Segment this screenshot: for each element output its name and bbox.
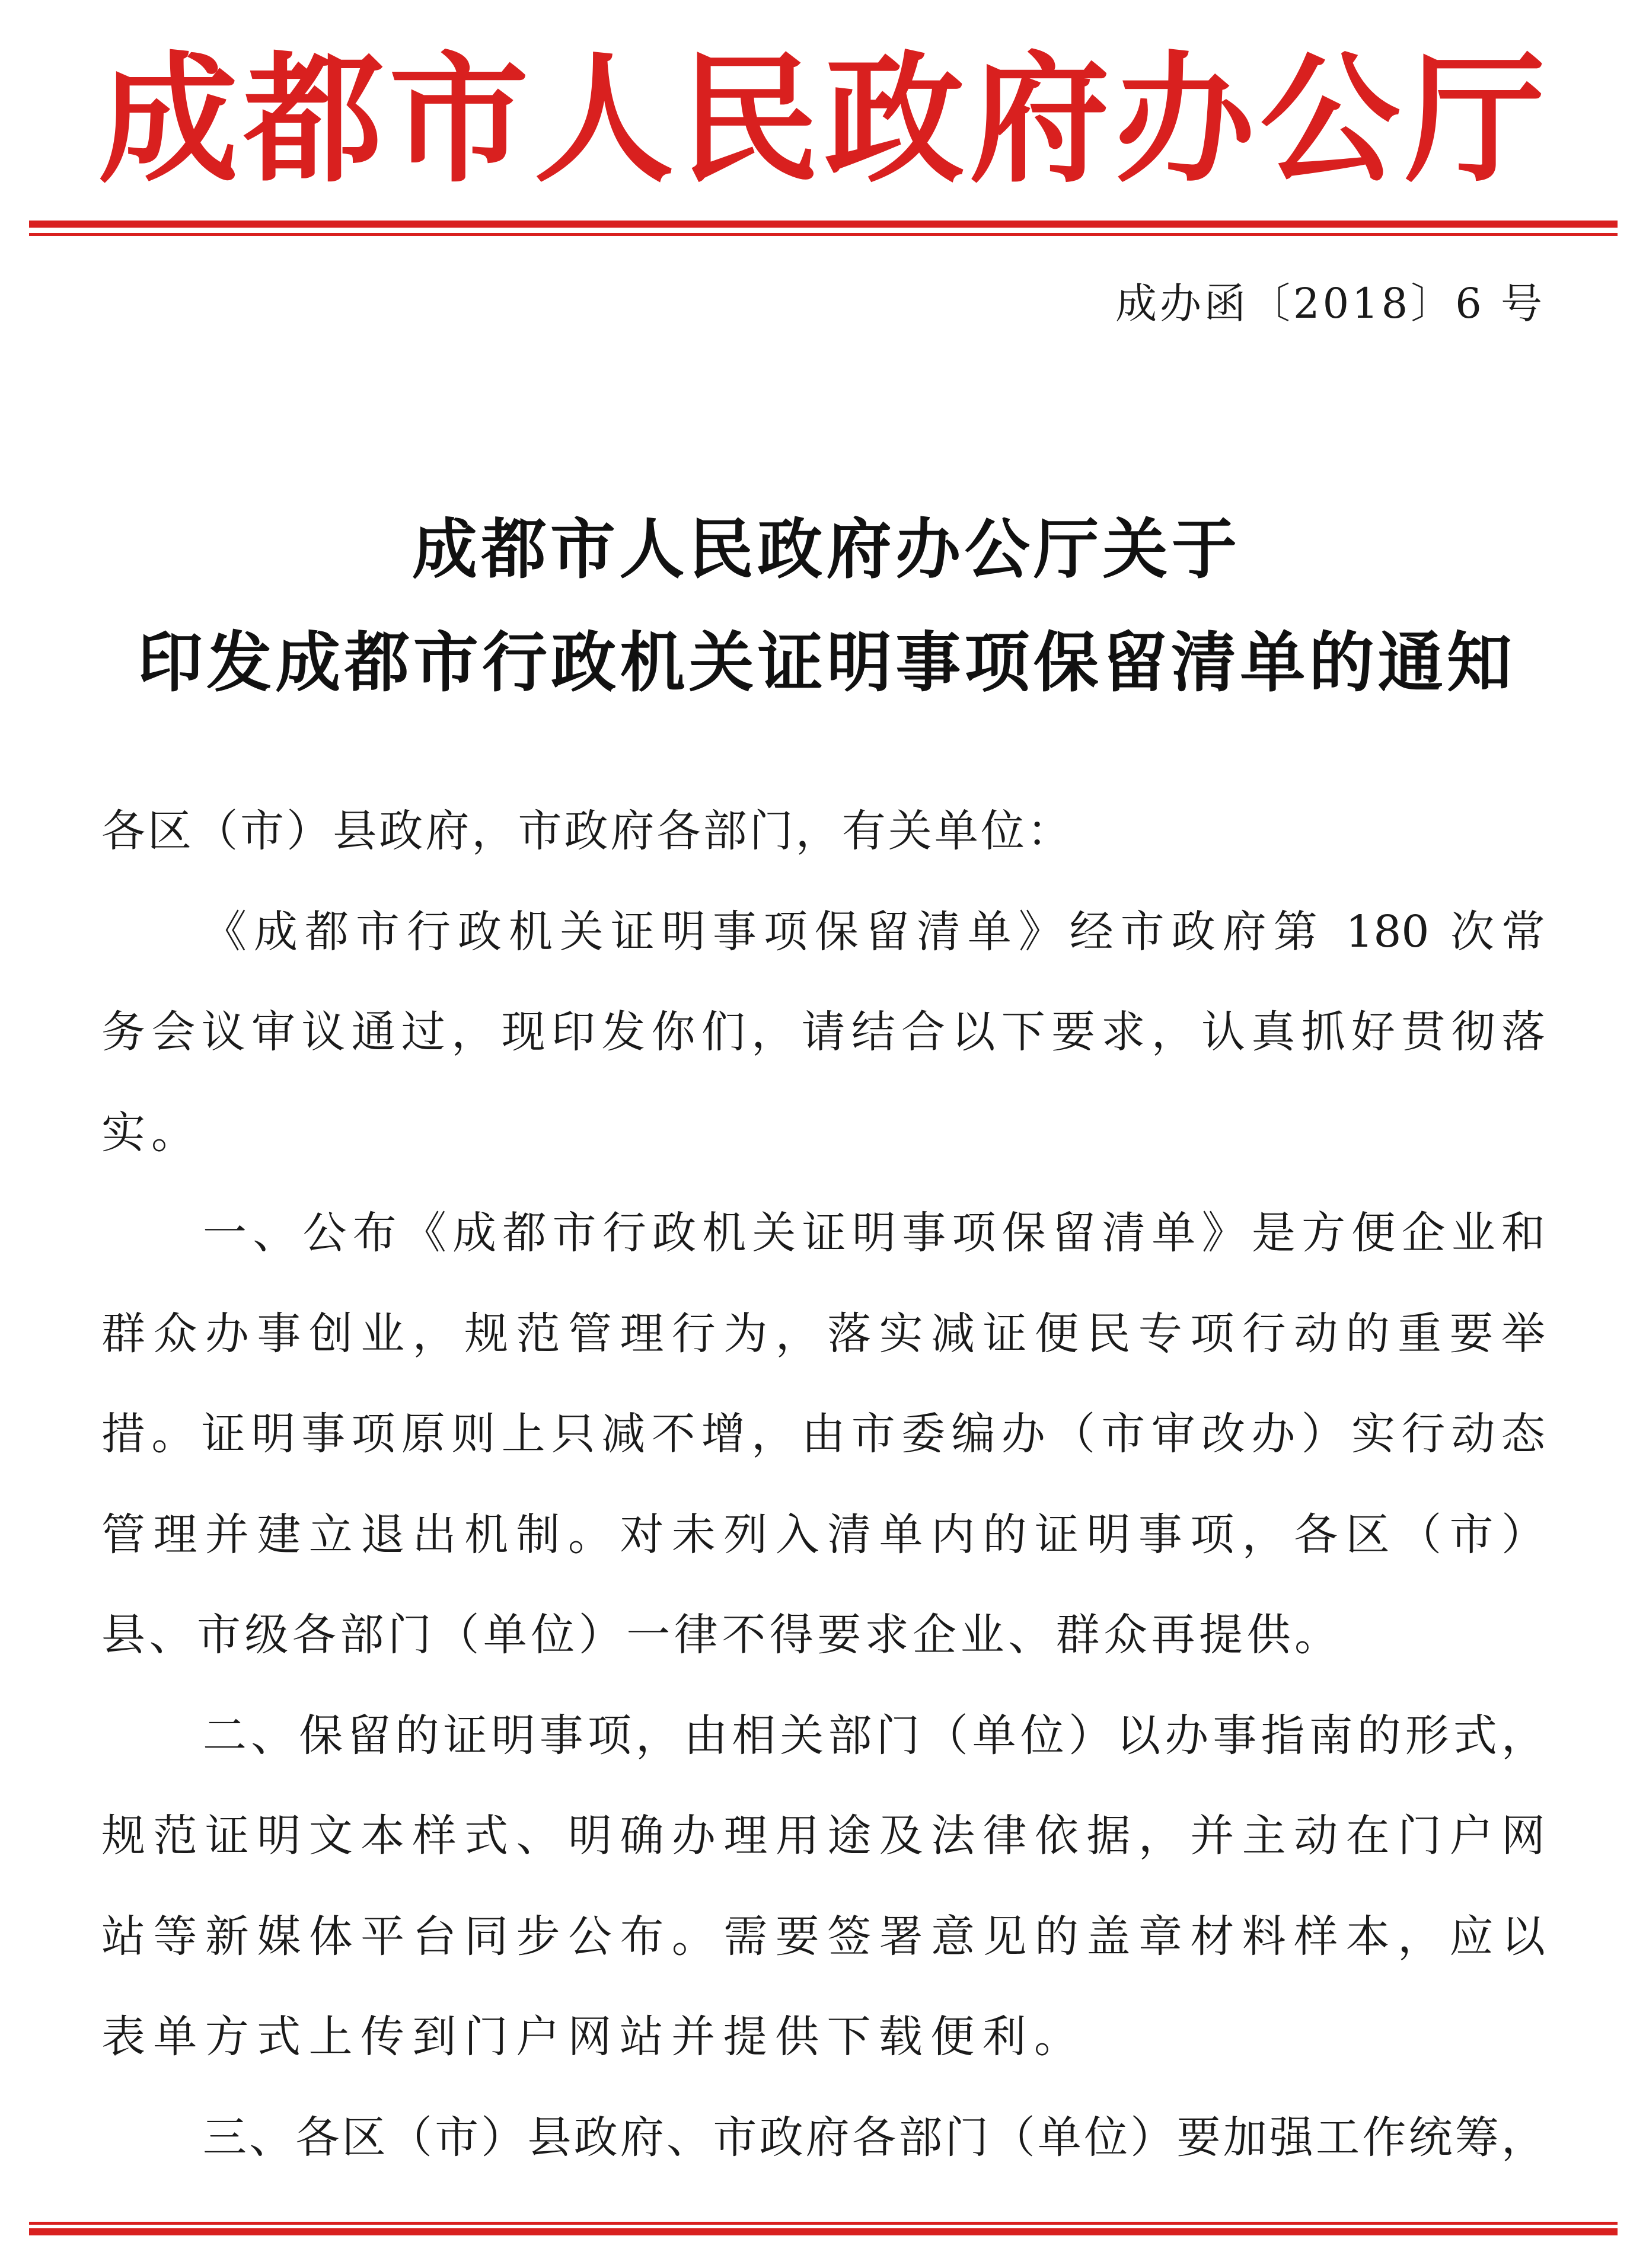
masthead-rule-thick [29, 221, 1618, 228]
body-line: 三、各区（市）县政府、市政府各部门（单位）要加强工作统筹， [203, 2112, 1545, 2163]
body-line: 站等新媒体平台同步公布。需要签署意见的盖章材料样本，应以 [101, 1911, 1545, 1962]
body-line: 二、保留的证明事项，由相关部门（单位）以办事指南的形式， [203, 1710, 1545, 1761]
body-line: 规范证明文本样式、明确办理用途及法律依据，并主动在门户网 [101, 1810, 1545, 1861]
body-line: 县、市级各部门（单位）一律不得要求企业、群众再提供。 [101, 1609, 1338, 1660]
salutation: 各区（市）县政府，市政府各部门，有关单位： [101, 806, 1071, 857]
document-body [101, 781, 1545, 2188]
body-line: 务会议审议通过，现印发你们，请结合以下要求，认真抓好贯彻落 [101, 1007, 1545, 1058]
masthead-org-name: 成都市人民政府办公厅 [98, 37, 1545, 202]
document-title-line-2: 印发成都市行政机关证明事项保留清单的通知 [138, 624, 1512, 701]
body-line: 管理并建立退出机制。对未列入清单内的证明事项，各区（市） [101, 1509, 1545, 1560]
paragraph-item-1 [101, 1183, 1545, 1686]
body-line: 一、公布《成都市行政机关证明事项保留清单》是方便企业和 [203, 1208, 1545, 1258]
document-title-line-1: 成都市人民政府办公厅关于 [412, 511, 1237, 587]
footer-rule-thick [29, 2228, 1618, 2235]
paragraph-item-2 [101, 1686, 1545, 2088]
footer-rule-thin [29, 2222, 1618, 2225]
document-number: 成办函〔2018〕6 号 [1115, 279, 1545, 328]
body-line: 群众办事创业，规范管理行为，落实减证便民专项行动的重要举 [101, 1308, 1545, 1359]
body-line: 《成都市行政机关证明事项保留清单》经市政府第 180 次常 [203, 906, 1545, 957]
masthead-rule-thin [29, 233, 1618, 236]
body-line: 措。证明事项原则上只减不增，由市委编办（市审改办）实行动态 [101, 1408, 1545, 1459]
body-line: 实。 [101, 1107, 201, 1158]
paragraph-item-3 [101, 2088, 1545, 2189]
paragraph-intro [101, 882, 1545, 1184]
body-line: 表单方式上传到门户网站并提供下载便利。 [101, 2011, 1078, 2062]
